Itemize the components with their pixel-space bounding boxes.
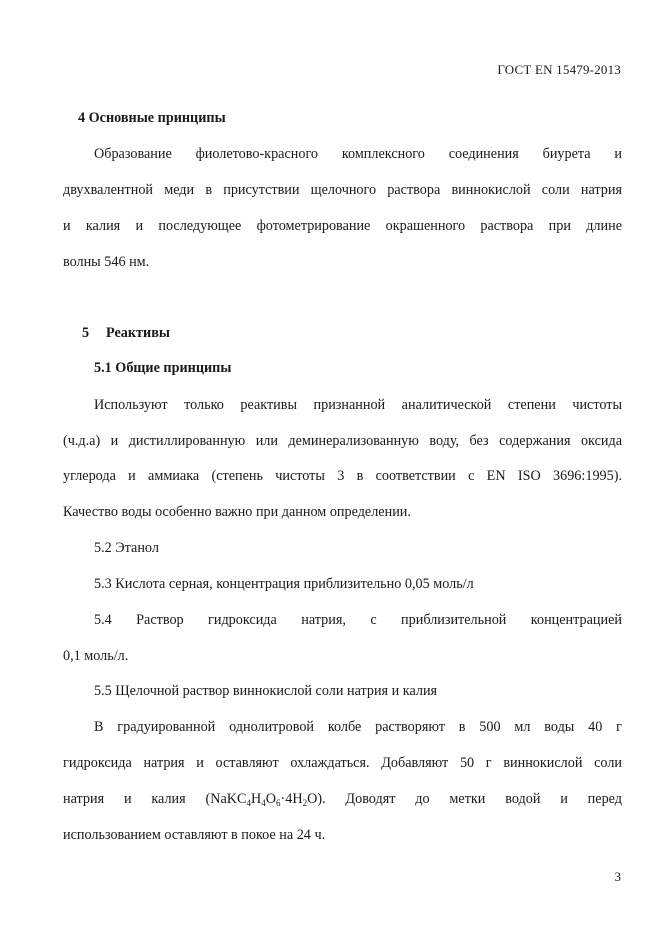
subsection-5-1-heading: 5.1 Общие принципы <box>94 360 232 376</box>
formula-subscript: 4 <box>246 798 251 808</box>
formula-part: ·4H <box>280 791 303 807</box>
page-number: 3 <box>614 869 621 884</box>
subsection-5-1-line-3: углерода и аммиака (степень чистоты 3 в соответствии с EN ISO 3696:1995). <box>63 468 622 484</box>
formula-subscript: 4 <box>261 798 266 808</box>
section-4-text-line-1: Образование фиолетово-красного комплексного соединения биурета и <box>94 146 622 162</box>
subsection-5-1-line-1: Используют только реактивы признанной аналитической степени чистоты <box>94 397 622 413</box>
item-5-5-heading: 5.5 Щелочной раствор виннокислой соли натрия и калия <box>94 683 438 699</box>
section-4-heading: 4 Основные принципы <box>78 110 226 126</box>
formula-part: O <box>265 791 276 807</box>
item-5-5-line-4: использованием оставляют в покое на 24 ч. <box>63 827 326 843</box>
item-5-5-line-1: В градуированной однолитровой колбе растворяют в 500 мл воды 40 г <box>94 719 622 735</box>
section-4-text-line-4: волны 546 нм. <box>63 254 150 270</box>
item-5-2: 5.2 Этанол <box>94 540 159 556</box>
item-5-5-line-3-start: натрия и калия (NaKC <box>63 791 247 807</box>
subsection-5-1-line-2: (ч.д.а) и дистиллированную или деминерализованную воду, без содержания оксида <box>63 433 622 449</box>
item-5-4-line-1: 5.4 Раствор гидроксида натрия, с приблизительной концентрацией <box>94 612 622 628</box>
item-5-3: 5.3 Кислота серная, концентрация приблизительно 0,05 моль/л <box>94 576 474 592</box>
section-5-title: Реактивы <box>106 325 170 341</box>
section-4-text-line-2: двухвалентной меди в присутствии щелочного раствора виннокислой соли натрия <box>63 182 622 198</box>
item-5-5-line-3-end: O). Доводят до метки водой и перед <box>307 791 622 807</box>
formula-part: H <box>251 791 262 807</box>
subsection-5-1-line-4: Качество воды особенно важно при данном определении. <box>63 504 411 520</box>
section-5-heading <box>82 324 641 342</box>
item-5-4-line-2: 0,1 моль/л. <box>63 648 129 664</box>
document-header: ГОСТ EN 15479-2013 <box>497 62 621 77</box>
section-4-text-line-3: и калия и последующее фотометрирование окрашенного раствора при длине <box>63 218 622 234</box>
section-5-number: 5 <box>82 325 90 341</box>
formula-subscript: 2 <box>302 798 308 808</box>
formula-subscript: 6 <box>276 798 281 808</box>
item-5-5-line-2: гидроксида натрия и оставляют охлаждаться. Добавляют 50 г виннокислой соли <box>63 755 622 771</box>
item-5-5-line-3 <box>63 790 622 808</box>
